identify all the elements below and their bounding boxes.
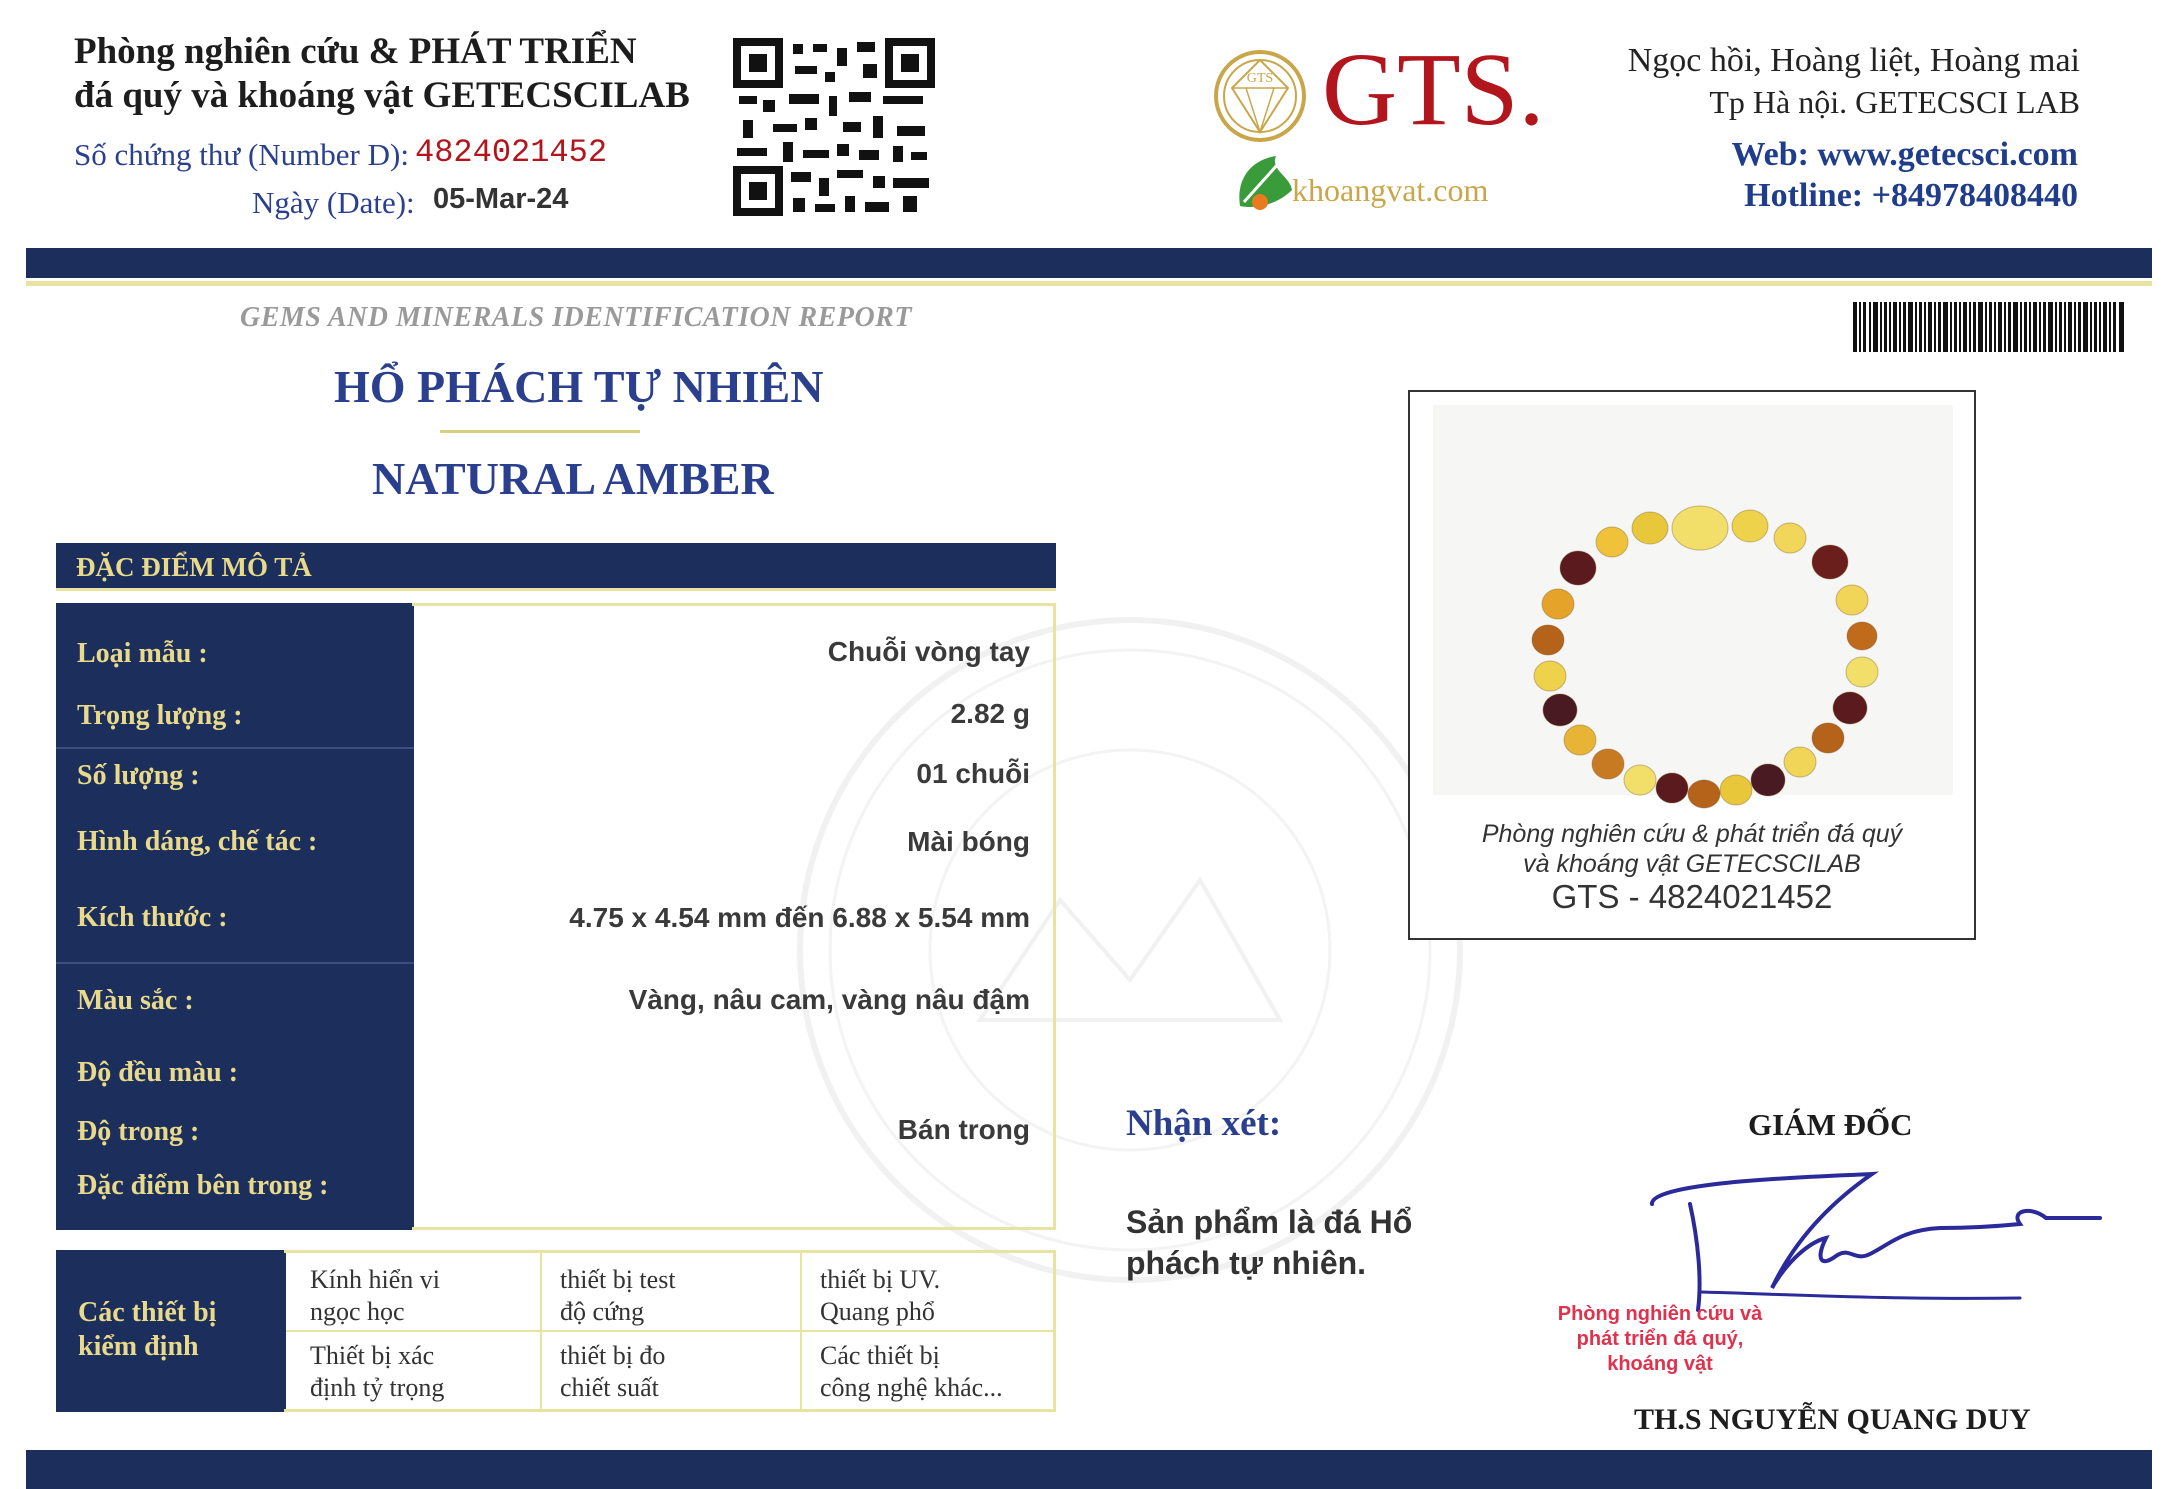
equipment-density [310,1340,444,1404]
equipment-other [820,1340,1003,1404]
equipment-line: Quang phổ [820,1297,935,1326]
value-shape-cut: Mài bóng [907,826,1030,857]
signer-name: TH.S NGUYỄN QUANG DUY [1634,1403,2031,1436]
value-transparency: Bán trong [897,1114,1030,1145]
value-quantity: 01 chuỗi [916,758,1030,789]
top-band [26,248,2152,278]
grid-divider [286,1330,1056,1332]
equipment-line: độ cứng [560,1297,645,1326]
equipment-label-cell [56,1250,286,1412]
address-line1: Ngọc hồi, Hoàng liệt, Hoàng mai [1627,42,2080,79]
signature-icon [1640,1170,2110,1320]
title-english: NATURAL AMBER [372,453,774,504]
company-stamp: Phòng nghiên cứu và phát triển đá quý, khoáng vật [1557,1303,1763,1375]
brand-name: GTS. [1322,32,1545,147]
equipment-label-line1: Các thiết bị [78,1297,217,1328]
photo-caption-code: GTS - 4824021452 [1551,878,1833,915]
equipment-line: Thiết bị xác [310,1341,435,1370]
photo-caption-line1: Phòng nghiên cứu & phát triển đá quý [1481,820,1903,848]
equipment-line: định tỷ trọng [310,1373,445,1402]
equipment-hardness [560,1264,676,1328]
description-header [56,543,1056,591]
cert-number-label: Số chứng thư (Number D): [74,137,409,172]
qr-code-icon[interactable] [733,38,935,216]
bottom-band [26,1450,2152,1489]
label-sample-type: Loại mẫu : [77,638,208,669]
equipment-line: Các thiết bị [820,1341,940,1370]
date-label: Ngày (Date): [252,185,415,220]
title-vietnamese: HỔ PHÁCH TỰ NHIÊN [334,361,824,412]
address-line2: Tp Hà nội. GETECSCI LAB [1709,84,2080,120]
value-color: Vàng, nâu cam, vàng nâu đậm [628,984,1030,1015]
lab-name-line1: Phòng nghiên cứu & PHÁT TRIỂN [74,31,637,72]
equipment-line: Kính hiển vi [310,1265,440,1294]
director-title: GIÁM ĐỐC [1748,1107,1913,1142]
description-heading: ĐẶC ĐIỂM MÔ TẢ [76,552,312,582]
label-color: Màu sắc : [77,985,194,1016]
equipment-line: thiết bị đo [560,1341,666,1370]
remark-label: Nhận xét: [1126,1103,1282,1144]
value-weight: 2.82 g [950,698,1030,729]
hotline[interactable]: Hotline: +84978408440 [1744,177,2078,214]
lab-name-line2: đá quý và khoáng vật GETECSCILAB [74,75,690,116]
equipment-line: thiết bị test [560,1265,676,1294]
top-band-accent [26,281,2152,286]
equipment-label-line2: kiểm định [78,1331,199,1362]
partner-logo-text[interactable]: khoangvat.com [1292,172,1489,208]
value-sample-type: Chuỗi vòng tay [827,636,1030,667]
title-divider [440,430,640,433]
label-color-uniformity: Độ đều màu : [77,1057,239,1088]
equipment-line: chiết suất [560,1373,659,1402]
equipment-uv-spectro [820,1264,940,1328]
value-size: 4.75 x 4.54 mm đến 6.88 x 5.54 mm [569,902,1030,933]
equipment-line: công nghệ khác... [820,1373,1003,1402]
label-inclusions: Đặc điểm bên trong : [77,1170,329,1201]
label-size: Kích thước : [77,902,228,933]
leaf-logo-icon [1230,150,1300,216]
equipment-label [78,1296,216,1364]
amber-bracelet-image [1500,500,1920,810]
label-quantity: Số lượng : [77,760,200,791]
equipment-refractometer [560,1340,665,1404]
gts-seal-text: GTS [1246,71,1274,86]
lab-name [74,30,690,118]
gts-seal-icon [1212,48,1308,144]
remark-text: Sản phẩm là đá Hổ phách tự nhiên. [1126,1204,1413,1281]
label-transparency: Độ trong : [77,1116,200,1147]
label-weight: Trọng lượng : [77,700,243,731]
equipment-microscope [310,1264,440,1328]
barcode-icon [1853,302,2125,352]
row-separator [56,962,414,964]
cert-number: 4824021452 [415,134,608,171]
website-link[interactable]: Web: www.getecsci.com [1731,136,2078,173]
row-separator [56,747,414,749]
label-shape-cut: Hình dáng, chế tác : [77,826,318,857]
equipment-line: ngọc học [310,1297,405,1326]
equipment-line: thiết bị UV. [820,1265,941,1294]
date-value: 05-Mar-24 [433,183,569,215]
photo-caption-line2: và khoáng vật GETECSCILAB [1523,850,1861,878]
report-subtitle: GEMS AND MINERALS IDENTIFICATION REPORT [240,302,912,333]
